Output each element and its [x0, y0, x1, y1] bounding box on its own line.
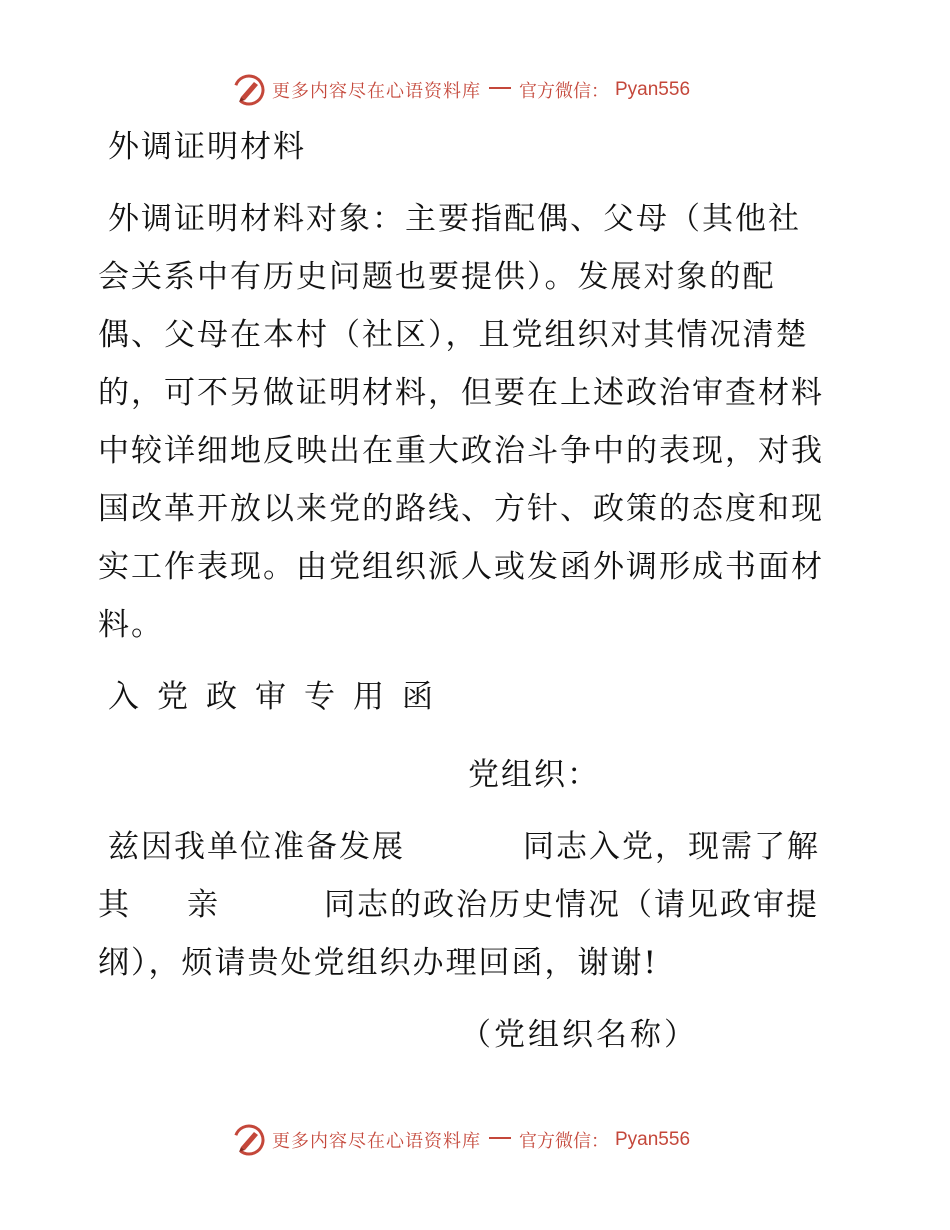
- banner-wechat-label: 官方微信：: [519, 1131, 609, 1152]
- letter-line-2-part-c: 同志的政治历史情况（请见政审提: [324, 887, 819, 923]
- paragraph-line: 会关系中有历史问题也要提供）。发展对象的配: [98, 259, 776, 295]
- letter-line-1: [108, 818, 858, 876]
- letter-line-2-part-a: 其: [98, 887, 131, 923]
- letter-line-2-part-b: 亲: [187, 887, 220, 923]
- pen-logo-icon: [232, 1123, 266, 1157]
- header-banner: [232, 70, 752, 110]
- banner-account: Pyan556: [615, 1129, 691, 1150]
- letter-heading: 入党政审专用函: [108, 679, 451, 715]
- letter-line-1-part-b: 同志入党，现需了解: [523, 829, 820, 865]
- letter-salutation: 党组织：: [468, 757, 600, 793]
- paragraph-line: 实工作表现。由党组织派人或发函外调形成书面材: [98, 549, 824, 585]
- letter-line-2: [98, 876, 858, 934]
- banner-site-text: 更多内容尽在心语资料库: [272, 1131, 481, 1152]
- letter-line-3: 纲），烦请贵处党组织办理回函，谢谢!: [98, 945, 658, 981]
- paragraph-line: 料。: [98, 607, 164, 643]
- footer-banner: [232, 1120, 752, 1160]
- paragraph-1: [98, 190, 858, 654]
- banner-dash: [489, 87, 511, 89]
- paragraph-line: 偶、父母在本村（社区），且党组织对其情况清楚: [98, 317, 809, 353]
- banner-wechat-label: 官方微信：: [519, 81, 609, 102]
- letter-signature: （党组织名称）: [460, 1017, 698, 1053]
- letter-line-1-part-a: 兹因我单位准备发展: [108, 829, 405, 865]
- paragraph-line: 中较详细地反映出在重大政治斗争中的表现，对我: [98, 433, 824, 469]
- pen-logo-icon: [232, 73, 266, 107]
- document-body: [98, 118, 858, 1064]
- document-title: 外调证明材料: [108, 129, 306, 165]
- banner-dash: [489, 1137, 511, 1139]
- banner-site-text: 更多内容尽在心语资料库: [272, 81, 481, 102]
- banner-account: Pyan556: [615, 79, 691, 100]
- paragraph-line: 国改革开放以来党的路线、方针、政策的态度和现: [98, 491, 824, 527]
- paragraph-line: 外调证明材料对象：主要指配偶、父母（其他社: [108, 201, 801, 237]
- paragraph-line: 的，可不另做证明材料，但要在上述政治审查材料: [98, 375, 824, 411]
- letter-body: [98, 818, 858, 992]
